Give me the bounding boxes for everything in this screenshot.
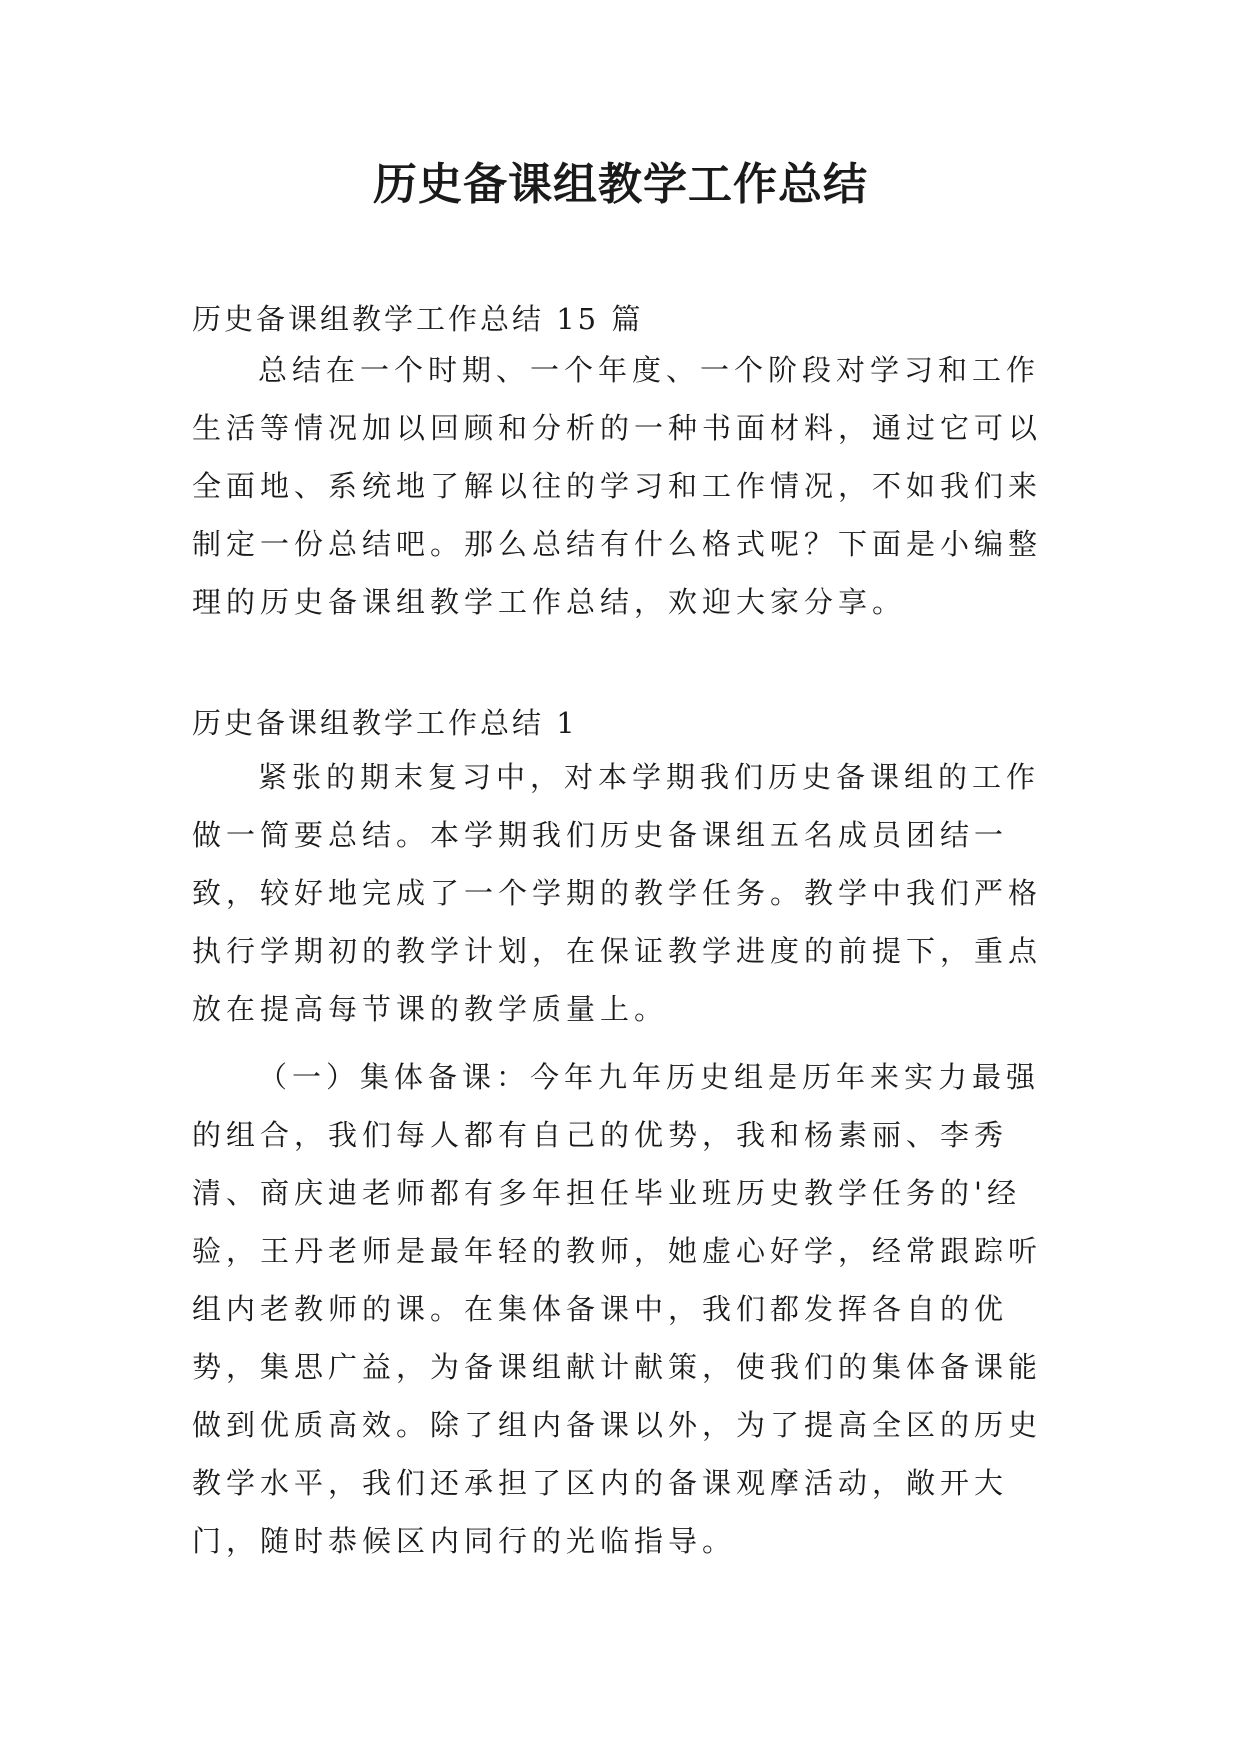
intro-paragraph: 总结在一个时期、一个年度、一个阶段对学习和工作生活等情况加以回顾和分析的一种书面材料，通过它可以全面地、系统地了解以往的学习和工作情况，不如我们来制定一份总结吧。那么总结有什么格式呢？下面是小编整理的历史备课组教学工作总结，欢迎大家分享。	[192, 353, 1043, 619]
section-paragraph: 紧张的期末复习中，对本学期我们历史备课组的工作做一简要总结。本学期我们历史备课组五名成员团结一致，较好地完成了一个学期的教学任务。教学中我们严格执行学期初的教学计划，在保证教学进度的前提下，重点放在提高每节课的教学质量上。	[192, 760, 1043, 1026]
section-heading: 历史备课组教学工作总结 1	[192, 706, 578, 740]
document-title: 历史备课组教学工作总结	[373, 159, 868, 210]
section-paragraph: （一）集体备课：今年九年历史组是历年来实力最强的组合，我们每人都有自己的优势，我和杨素丽、李秀清、商庆迪老师都有多年担任毕业班历史教学任务的'经验，王丹老师是最年轻的教师，她虚心好学，经常跟踪听组内老教师的课。在集体备课中，我们都发挥各自的优势，集思广益，为备课组献计献策，使我们的集体备课能做到优质高效。除了组内备课以外，为了提高全区的历史教学水平，我们还承担了区内的备课观摩活动，敞开大门，随时恭候区内同行的光临指导。	[192, 1060, 1043, 1558]
document-subtitle: 历史备课组教学工作总结 15 篇	[192, 302, 644, 336]
